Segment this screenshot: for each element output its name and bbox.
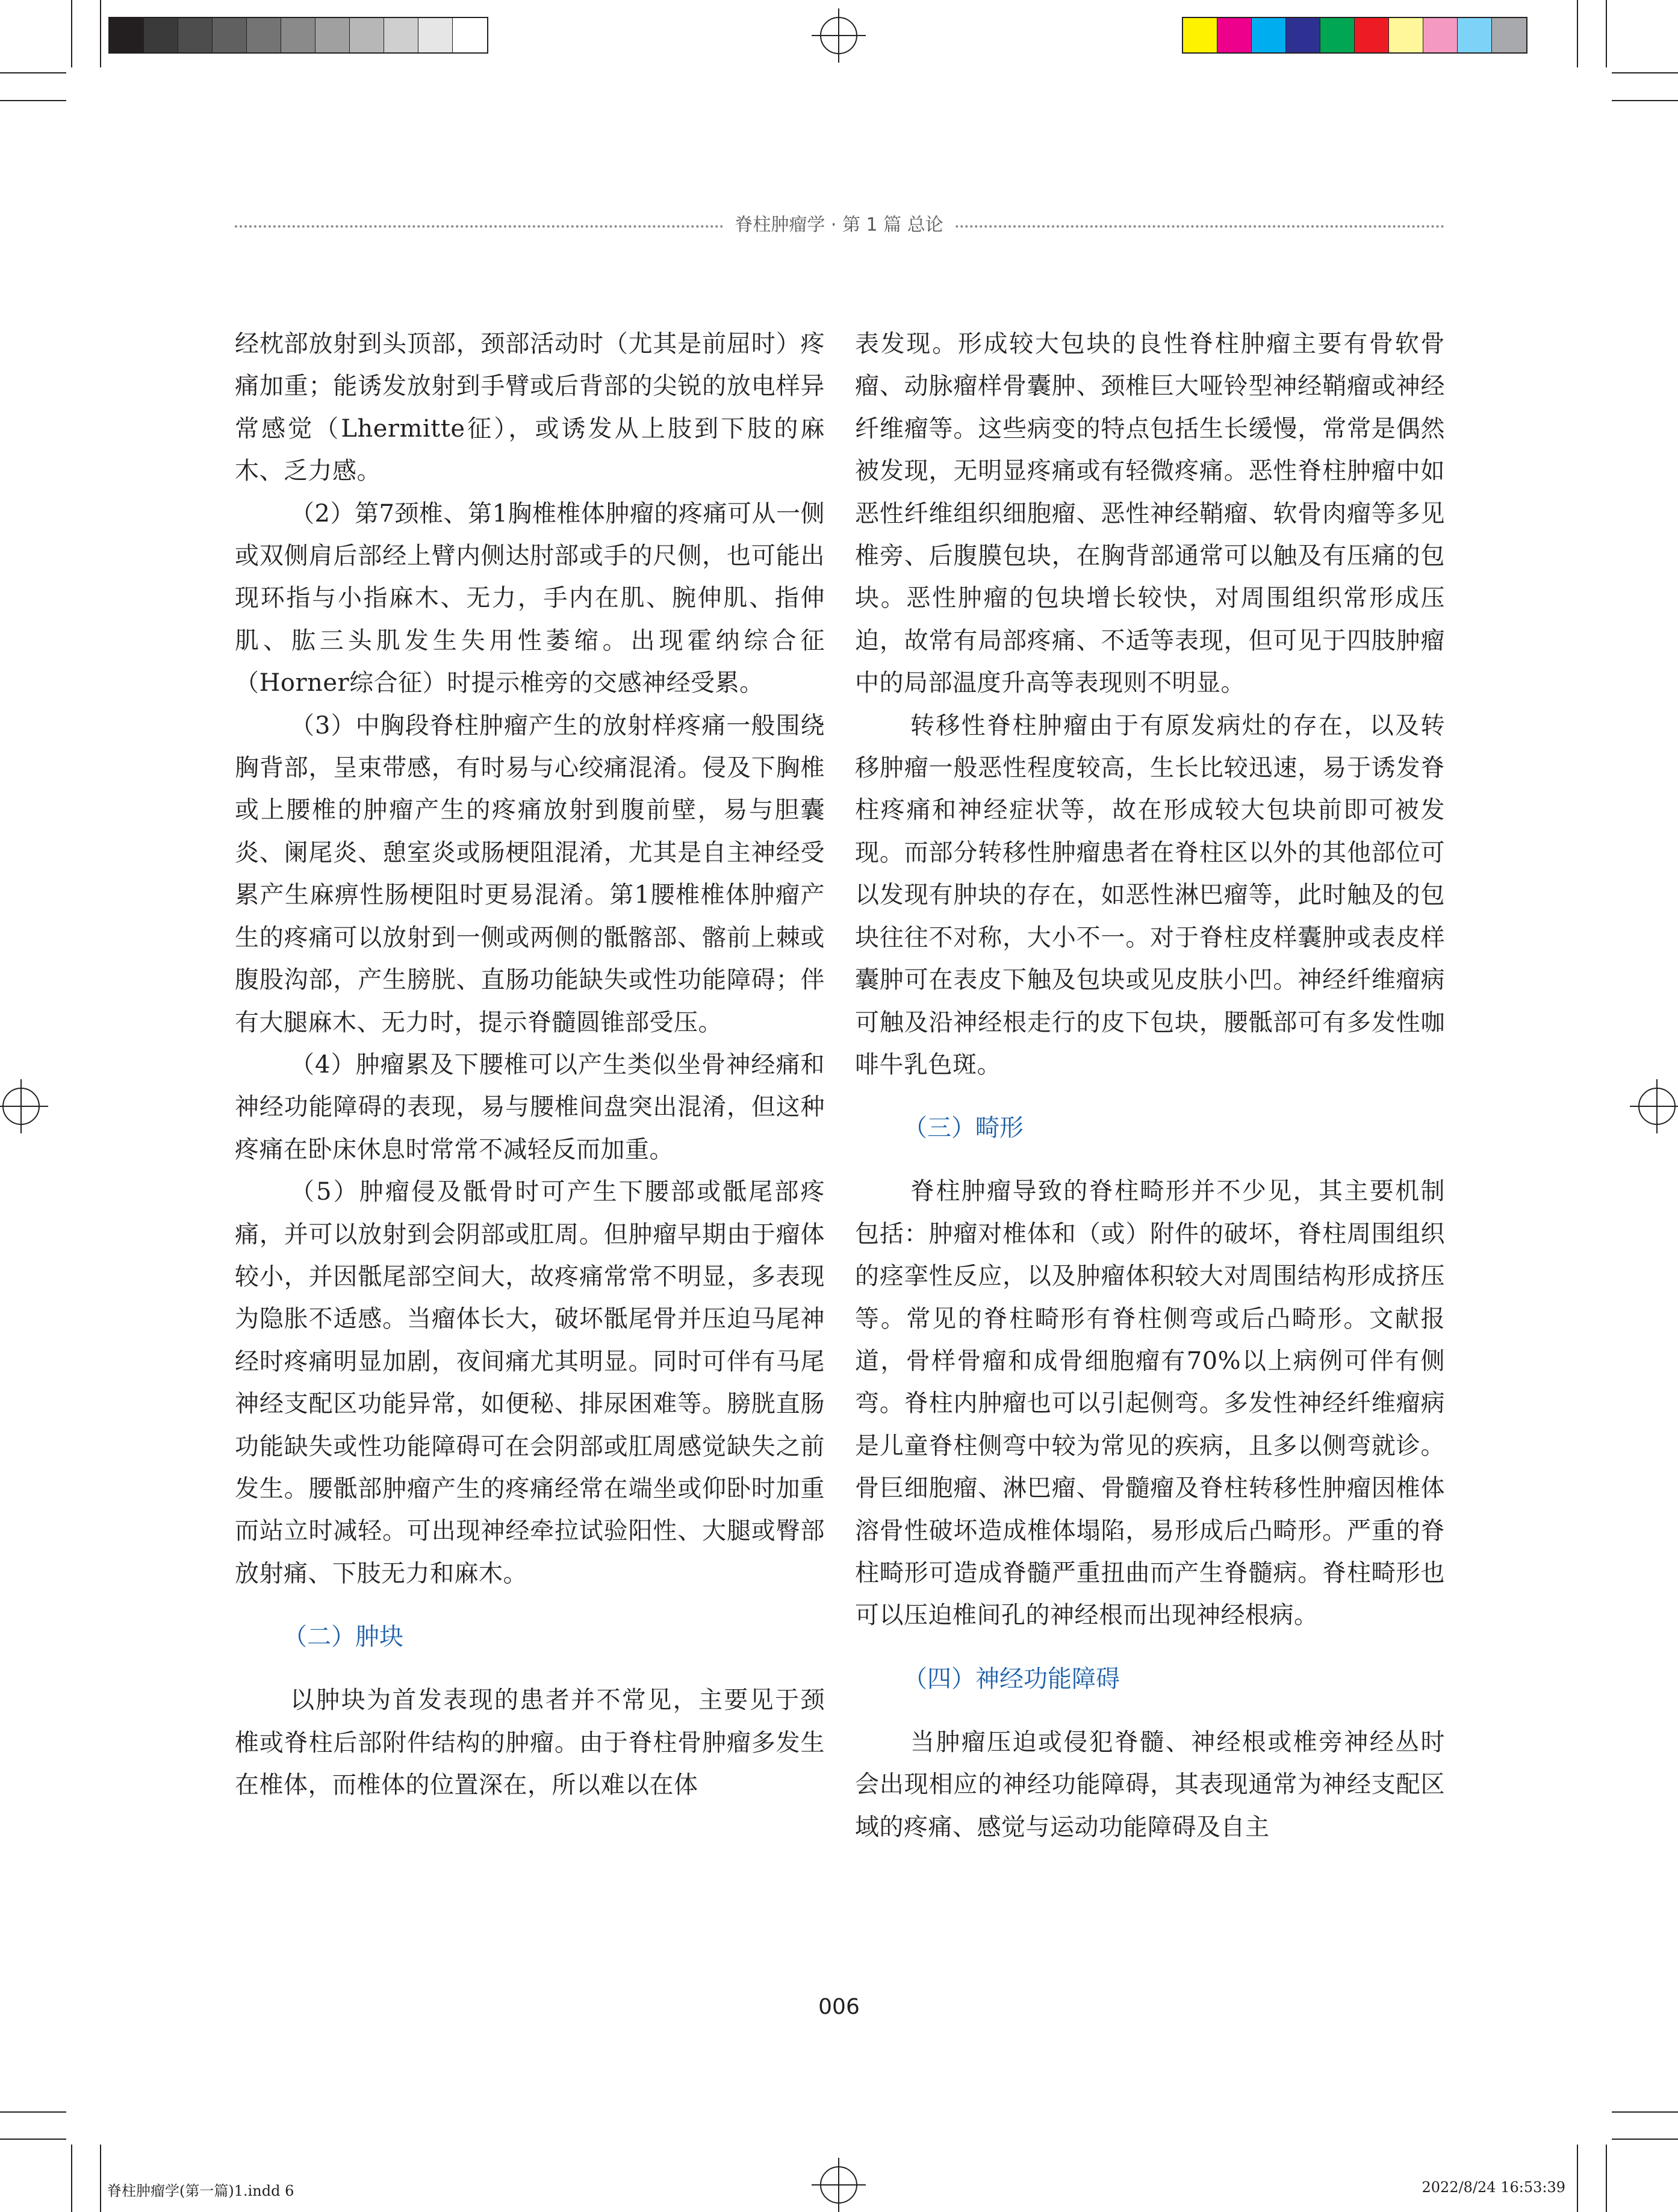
paragraph: 脊柱肿瘤导致的脊柱畸形并不少见，其主要机制包括：肿瘤对椎体和（或）附件的破坏，脊柱周围组织的痉挛性反应，以及肿瘤体积较大对周围结构形成挤压等。常见的脊柱畸形有脊柱侧弯或后凸畸形。文献报道，骨样骨瘤和成骨细胞瘤有70%以上病例可伴有侧弯。脊柱内肿瘤也可以引起侧弯。多发性神经纤维瘤病是儿童脊柱侧弯中较为常见的疾病，且多以侧弯就诊。骨巨细胞瘤、淋巴瘤、骨髓瘤及脊柱转移性肿瘤因椎体溶骨性破坏造成椎体塌陷，易形成后凸畸形。严重的脊柱畸形可造成脊髓严重扭曲而产生脊髓病。脊柱畸形也可以压迫椎间孔的神经根而出现神经根病。: [855, 1177, 1445, 1630]
registration-mark: [812, 8, 866, 63]
crop-mark: [1612, 72, 1678, 73]
color-swatch: [178, 18, 213, 52]
color-swatch: [1320, 18, 1355, 52]
registration-mark: [812, 2158, 866, 2212]
grayscale-color-bar: [108, 17, 488, 54]
crop-mark: [0, 2111, 66, 2113]
crop-mark: [1612, 2111, 1678, 2113]
registration-mark: [0, 1079, 48, 1133]
color-swatch: [453, 18, 487, 52]
page-number: 006: [818, 1995, 860, 2019]
color-swatch: [315, 18, 350, 52]
crop-mark: [100, 0, 101, 67]
paragraph: 以肿块为首发表现的患者并不常见，主要见于颈椎或脊柱后部附件结构的肿瘤。由于脊柱骨肿瘤多发生在椎体，而椎体的位置深在，所以难以在体: [235, 1686, 825, 1799]
crop-mark: [1606, 0, 1607, 67]
color-swatch: [247, 18, 281, 52]
crop-mark: [100, 2145, 101, 2212]
section-heading-mass: （二）肿块: [283, 1623, 403, 1651]
crop-mark: [0, 2139, 66, 2140]
paragraph: 当肿瘤压迫或侵犯脊髓、神经根或椎旁神经丛时会出现相应的神经功能障碍，其表现通常为神经支配区域的疼痛、感觉与运动功能障碍及自主: [855, 1728, 1445, 1841]
color-swatch: [384, 18, 418, 52]
crop-mark: [1612, 100, 1678, 101]
color-swatch: [110, 18, 144, 52]
color-swatch: [1458, 18, 1492, 52]
color-swatch: [1423, 18, 1458, 52]
section-heading-deformity: （三）畸形: [903, 1114, 1024, 1142]
running-header: [0, 212, 1678, 238]
crop-mark: [71, 2145, 72, 2212]
running-header-title: 脊柱肿瘤学 · 第 1 篇 总论: [724, 214, 954, 235]
paragraph: （2）第7颈椎、第1胸椎椎体肿瘤的疼痛可从一侧或双侧肩后部经上臂内侧达肘部或手的尺侧，也可能出现环指与小指麻木、无力，手内在肌、腕伸肌、指伸肌、肱三头肌发生失用性萎缩。出现霍纳综合征（Horner综合征）时提示椎旁的交感神经受累。: [235, 499, 825, 697]
slug-file-name: 脊柱肿瘤学(第一篇)1.indd 6: [107, 2182, 294, 2199]
process-color-bar: [1182, 17, 1527, 54]
paragraph: 转移性脊柱肿瘤由于有原发病灶的存在，以及转移肿瘤一般恶性程度较高，生长比较迅速，易于诱发脊柱疼痛和神经症状等，故在形成较大包块前即可被发现。而部分转移性肿瘤患者在脊柱区以外的其他部位可以发现有肿块的存在，如恶性淋巴瘤等，此时触及的包块往往不对称，大小不一。对于脊柱皮样囊肿或表皮样囊肿可在表皮下触及包块或见皮肤小凹。神经纤维瘤病可触及沿神经根走行的皮下包块，腰骶部可有多发性咖啡牛乳色斑。: [855, 711, 1445, 1079]
color-swatch: [1217, 18, 1252, 52]
crop-mark: [1577, 2145, 1578, 2212]
crop-mark: [0, 100, 66, 101]
color-swatch: [144, 18, 178, 52]
paragraph: （4）肿瘤累及下腰椎可以产生类似坐骨神经痛和神经功能障碍的表现，易与腰椎间盘突出混淆，但这种疼痛在卧床休息时常常不减轻反而加重。: [235, 1050, 825, 1164]
color-swatch: [418, 18, 453, 52]
paragraph: （3）中胸段脊柱肿瘤产生的放射样疼痛一般围绕胸背部，呈束带感，有时易与心绞痛混淆。侵及下胸椎或上腰椎的肿瘤产生的疼痛放射到腹前壁，易与胆囊炎、阑尾炎、憩室炎或肠梗阻混淆，尤其是自主神经受累产生麻痹性肠梗阻时更易混淆。第1腰椎椎体肿瘤产生的疼痛可以放射到一侧或两侧的骶髂部、髂前上棘或腹股沟部，产生膀胱、直肠功能缺失或性功能障碍；伴有大腿麻木、无力时，提示脊髓圆锥部受压。: [235, 711, 825, 1036]
paragraph: （5）肿瘤侵及骶骨时可产生下腰部或骶尾部疼痛，并可以放射到会阴部或肛周。但肿瘤早期由于瘤体较小，并因骶尾部空间大，故疼痛常常不明显，多表现为隐胀不适感。当瘤体长大，破坏骶尾骨并压迫马尾神经时疼痛明显加剧，夜间痛尤其明显。同时可伴有马尾神经支配区功能异常，如便秘、排尿困难等。膀胱直肠功能缺失或性功能障碍可在会阴部或肛周感觉缺失之前发生。腰骶部肿瘤产生的疼痛经常在端坐或仰卧时加重而站立时减轻。可出现神经牵拉试验阳性、大腿或臀部放射痛、下肢无力和麻木。: [235, 1178, 825, 1587]
color-swatch: [1389, 18, 1423, 52]
right-column: [855, 323, 1445, 1848]
color-swatch: [1286, 18, 1320, 52]
color-swatch: [281, 18, 315, 52]
crop-mark: [1606, 2145, 1607, 2212]
color-swatch: [1183, 18, 1217, 52]
slug-timestamp: 2022/8/24 16:53:39: [1422, 2179, 1565, 2196]
color-swatch: [213, 18, 247, 52]
registration-mark: [1630, 1079, 1678, 1133]
crop-mark: [0, 72, 66, 73]
color-swatch: [1492, 18, 1526, 52]
section-heading-neuro: （四）神经功能障碍: [903, 1665, 1120, 1693]
crop-mark: [71, 0, 72, 67]
paragraph: 经枕部放射到头顶部，颈部活动时（尤其是前屈时）疼痛加重；能诱发放射到手臂或后背部的尖锐的放电样异常感觉（Lhermitte征），或诱发从上肢到下肢的麻木、乏力感。: [235, 330, 825, 485]
color-swatch: [1355, 18, 1389, 52]
crop-mark: [1577, 0, 1578, 67]
left-column: [235, 323, 825, 1806]
crop-mark: [1612, 2139, 1678, 2140]
color-swatch: [1252, 18, 1286, 52]
color-swatch: [350, 18, 384, 52]
paragraph: 表发现。形成较大包块的良性脊柱肿瘤主要有骨软骨瘤、动脉瘤样骨囊肿、颈椎巨大哑铃型神经鞘瘤或神经纤维瘤等。这些病变的特点包括生长缓慢，常常是偶然被发现，无明显疼痛或有轻微疼痛。恶性脊柱肿瘤中如恶性纤维组织细胞瘤、恶性神经鞘瘤、软骨肉瘤等多见椎旁、后腹膜包块，在胸背部通常可以触及有压痛的包块。恶性肿瘤的包块增长较快，对周围组织常形成压迫，故常有局部疼痛、不适等表现，但可见于四肢肿瘤中的局部温度升高等表现则不明显。: [855, 330, 1445, 697]
